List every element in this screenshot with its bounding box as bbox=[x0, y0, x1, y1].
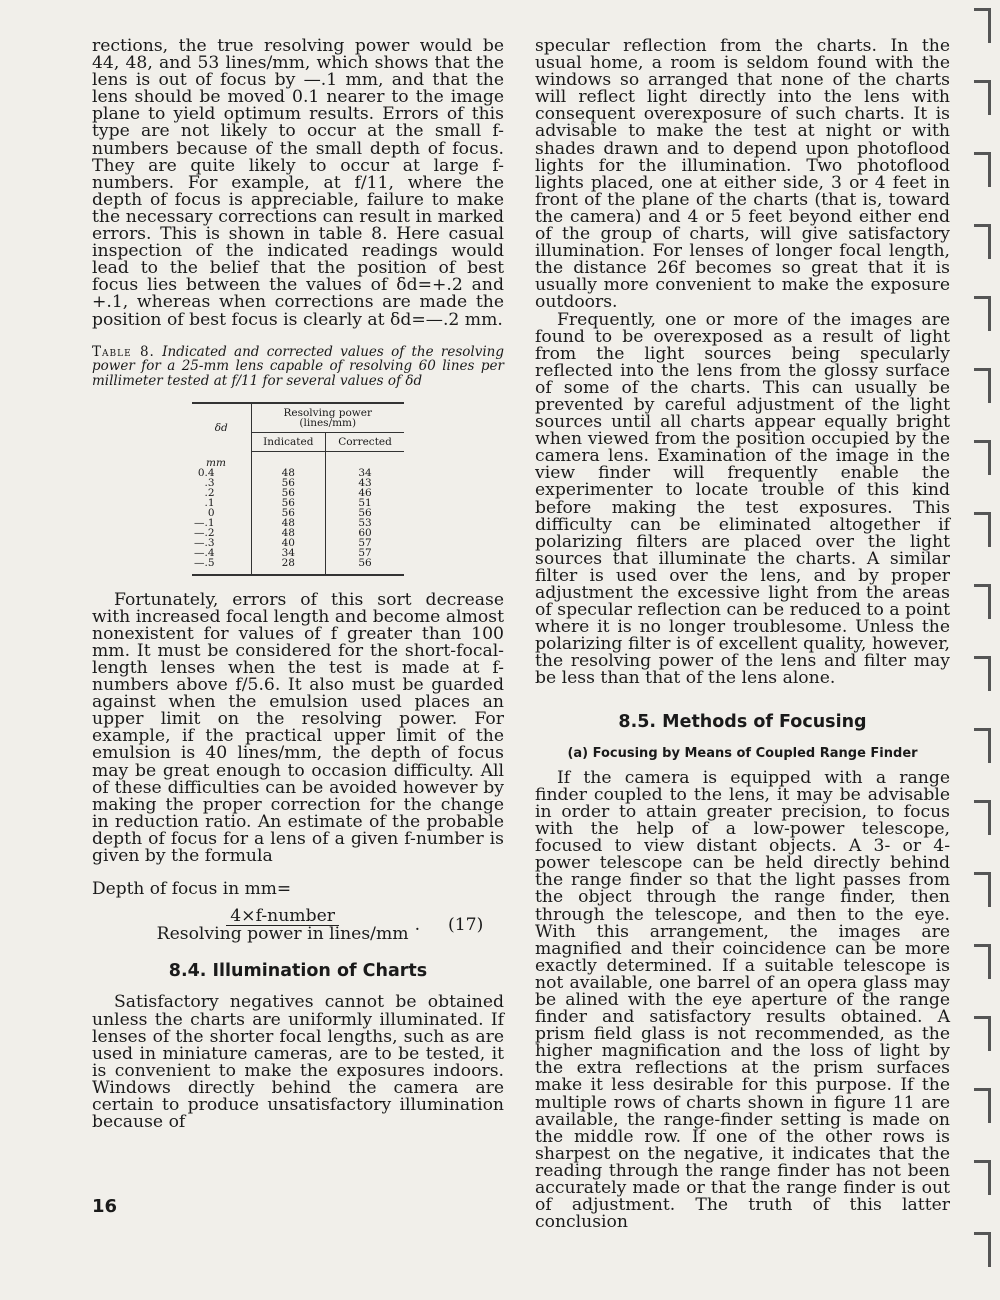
formula-numerator: 4×f-number bbox=[226, 908, 339, 926]
right-paragraph-3: If the camera is equipped with a range finder coupled to the lens, it may be advisable in order to attain greater precision, to focus with the help of a low-power telescope, focused to view distant objects. A 3- or 4-power telescope can be held directly behind the range finder so that the light passes from the object through the range finder, then through the telescope, and then to the eye. With this arrangement, the images are magnified and their coincidence can be more exactly determined. If a suitable telescope is not available, one barrel of an opera glass may be alined with the eye aperture of the range finder and satisfactory results obtained. A prism field glass is not recommended, as the higher magnification and the loss of light by the extra reflections at the prism surfaces make it less desirable for this purpose. If the multiple rows of charts shown in figure 11 are available, the range-finder setting is made on the middle row. If one of the other rows is sharpest on the negative, it indicates that the reading through the range finder has not been accurately made or that the range finder is out of adjustment. The truth of this latter conclusion bbox=[535, 767, 950, 1233]
edge-tab-mark bbox=[974, 1016, 991, 1051]
right-paragraph-1: specular reflection from the charts. In the usual home, a room is seldom found with the windows so arranged that none of the charts will reflect light directly into the lens with consequent overexposure of such charts. It is advisable to make the test at night or with shades drawn and to depend upon photoflood lights for the illumination. Two photoflood lights placed, one at either side, 3 or 4 feet in front of the plane of the charts (that is, toward the camera) and 4 or 5 feet beyond either end of the group of charts, will give satisfactory illumination. For lenses of longer focal length, the distance 26f becomes so great that it is usually more convenient to make the exposure outdoors. bbox=[535, 36, 950, 313]
table-header-corrected: Corrected bbox=[326, 433, 404, 452]
table-cell-corrected: 56 bbox=[326, 508, 404, 518]
table-header-indicated: Indicated bbox=[251, 433, 326, 452]
table-caption-text: Indicated and corrected values of the resolving power for a 25-mm lens capable of resolving 60 lines per millimeter tested at f/11 for several values of δd bbox=[92, 343, 504, 389]
resolving-power-table bbox=[192, 402, 404, 576]
edge-tab-mark bbox=[974, 224, 991, 259]
table-cell-indicated: 56 bbox=[251, 488, 326, 498]
edge-tab-mark bbox=[974, 368, 991, 403]
edge-tab-mark bbox=[974, 1088, 991, 1123]
table-row bbox=[192, 468, 404, 478]
table-caption bbox=[92, 345, 504, 389]
left-column bbox=[92, 38, 504, 1131]
table-cell-sd: 0 bbox=[207, 506, 215, 519]
table-row bbox=[192, 478, 404, 488]
table-cell-corrected: 43 bbox=[326, 478, 404, 488]
left-paragraph-2: Fortunately, errors of this sort decrease with increased focal length and become almost nonexistent for values of f greater than 100 mm. It must be considered for the short-focal-length lenses when the test is made at f-numbers above f/5.6. It also must be guarded against when the emulsion used places an upper limit on the resolving power. For example, if the practical upper limit of the emulsion is 40 lines/mm, the depth of focus may be great enough to occasion difficulty. All of these difficulties can be avoided however by making the proper correction for the change in reduction ratio. An estimate of the probable depth of focus for a lens of a given f-number is given by the formula bbox=[92, 589, 504, 866]
table-cell-indicated: 34 bbox=[251, 548, 326, 558]
table-cell-corrected: 53 bbox=[326, 518, 404, 528]
table-cell-sd: —.5 bbox=[194, 556, 215, 569]
table-row bbox=[192, 558, 404, 568]
formula-tag: (17) bbox=[448, 915, 484, 936]
table-cell-sd: .1 bbox=[204, 496, 215, 509]
edge-tab-mark bbox=[974, 8, 991, 43]
edge-tab-mark bbox=[974, 872, 991, 907]
left-paragraph-3: Satisfactory negatives cannot be obtained unless the charts are uniformly illuminated. If lenses of the shorter focal lengths, such as are used in miniature cameras, are to be tested, it is convenient to make the exposures indoors. Windows directly behind the camera are certain to produce unsatisfactory illumination because of bbox=[92, 992, 504, 1133]
table-cell-indicated: 56 bbox=[251, 498, 326, 508]
subsection-heading-a: (a) Focusing by Means of Coupled Range Finder bbox=[567, 745, 918, 761]
table-row bbox=[192, 528, 404, 538]
depth-of-focus-formula: $\frac{\text{4×f-number}}{\text{Resolving power in lines/mm}}$ . (17) bbox=[92, 908, 504, 943]
table-row bbox=[192, 538, 404, 548]
table-header-resolving-power: Resolving power (lines/mm) bbox=[251, 403, 404, 433]
table-cell-indicated: 56 bbox=[251, 508, 326, 518]
table-row bbox=[192, 498, 404, 508]
table-cell-corrected: 57 bbox=[326, 548, 404, 558]
table-cell-corrected: 56 bbox=[326, 558, 404, 568]
edge-tab-mark bbox=[974, 296, 991, 331]
table-cell-sd: .3 bbox=[204, 476, 215, 489]
table-row bbox=[192, 488, 404, 498]
page-number: 16 bbox=[92, 1196, 118, 1217]
section-heading-8-4: 8.4. Illumination of Charts bbox=[168, 961, 428, 982]
edge-tab-mark bbox=[974, 800, 991, 835]
table-unit: mm bbox=[206, 456, 226, 469]
edge-tab-mark bbox=[974, 944, 991, 979]
table-cell-indicated: 40 bbox=[251, 538, 326, 548]
table-cell-indicated: 28 bbox=[251, 558, 326, 568]
table-cell-sd: —.3 bbox=[194, 536, 215, 549]
edge-tab-mark bbox=[974, 440, 991, 475]
section-heading-8-5: 8.5. Methods of Focusing bbox=[618, 711, 867, 732]
table-header-sd: δd bbox=[214, 421, 228, 434]
table-cell-corrected: 51 bbox=[326, 498, 404, 508]
table-cell-corrected: 46 bbox=[326, 488, 404, 498]
table-row bbox=[192, 518, 404, 528]
table-cell-indicated: 48 bbox=[251, 528, 326, 538]
table-caption-label: Table 8. bbox=[92, 343, 155, 360]
right-paragraph-2: Frequently, one or more of the images are found to be overexposed as a result of light from the light sources being specularly reflected into the lens from the glossy surface of some of the charts. This can usually be prevented by careful adjustment of the light sources until all charts appear equally bright when viewed from the position occupied by the camera lens. Examination of the image in the view finder will frequently enable the experimenter to locate trouble of this kind before making the test exposures. This difficulty can be eliminated altogether if polarizing filters are placed over the light sources that illuminate the charts. A similar filter is used over the lens, and by proper adjustment the excessive light from the areas of specular reflection can be reduced to a point where it is no longer troublesome. Unless the polarizing filter is of excellent quality, however, the resolving power of the lens and filter may be less than that of the lens alone. bbox=[535, 309, 950, 689]
left-paragraph-1: rections, the true resolving power would be 44, 48, and 53 lines/mm, which shows that the lens is out of focus by —.1 mm, and that the lens should be moved 0.1 nearer to the image plane to yield optimum results. Errors of this type are not likely to occur at the small f-numbers because of the small depth of focus. They are quite likely to occur at large f-numbers. For example, at f/11, where the depth of focus is appreciable, failure to make the necessary corrections can result in marked errors. This is shown in table 8. Here casual inspection of the indicated readings would lead to the belief that the position of best focus lies between the values of δd=+.2 and +.1, whereas when corrections are made the position of best focus is clearly at δd=—.2 mm. bbox=[92, 36, 504, 330]
table-body bbox=[192, 452, 404, 575]
table-cell-sd: —.2 bbox=[194, 526, 215, 539]
table-row bbox=[192, 508, 404, 518]
table-cell-corrected: 34 bbox=[326, 468, 404, 478]
edge-tab-mark bbox=[974, 512, 991, 547]
edge-tab-mark bbox=[974, 1160, 991, 1195]
formula-lead: Depth of focus in mm= bbox=[92, 879, 292, 900]
edge-tab-mark bbox=[974, 1232, 991, 1267]
formula-denominator: Resolving power in lines/mm bbox=[156, 924, 409, 945]
edge-tab-mark bbox=[974, 152, 991, 187]
edge-tab-mark bbox=[974, 584, 991, 619]
table-cell-indicated: 56 bbox=[251, 478, 326, 488]
table-row bbox=[192, 548, 404, 558]
table-cell-corrected: 57 bbox=[326, 538, 404, 548]
table-cell-sd: —.1 bbox=[194, 516, 215, 529]
table-cell-sd: —.4 bbox=[194, 546, 215, 559]
edge-tab-mark bbox=[974, 80, 991, 115]
table-cell-sd: .2 bbox=[204, 486, 215, 499]
edge-tab-mark bbox=[974, 656, 991, 691]
table-cell-indicated: 48 bbox=[251, 468, 326, 478]
right-column bbox=[535, 38, 950, 1231]
table-cell-corrected: 60 bbox=[326, 528, 404, 538]
edge-tab-mark bbox=[974, 728, 991, 763]
table-cell-indicated: 48 bbox=[251, 518, 326, 528]
table-cell-sd: 0.4 bbox=[197, 466, 215, 479]
